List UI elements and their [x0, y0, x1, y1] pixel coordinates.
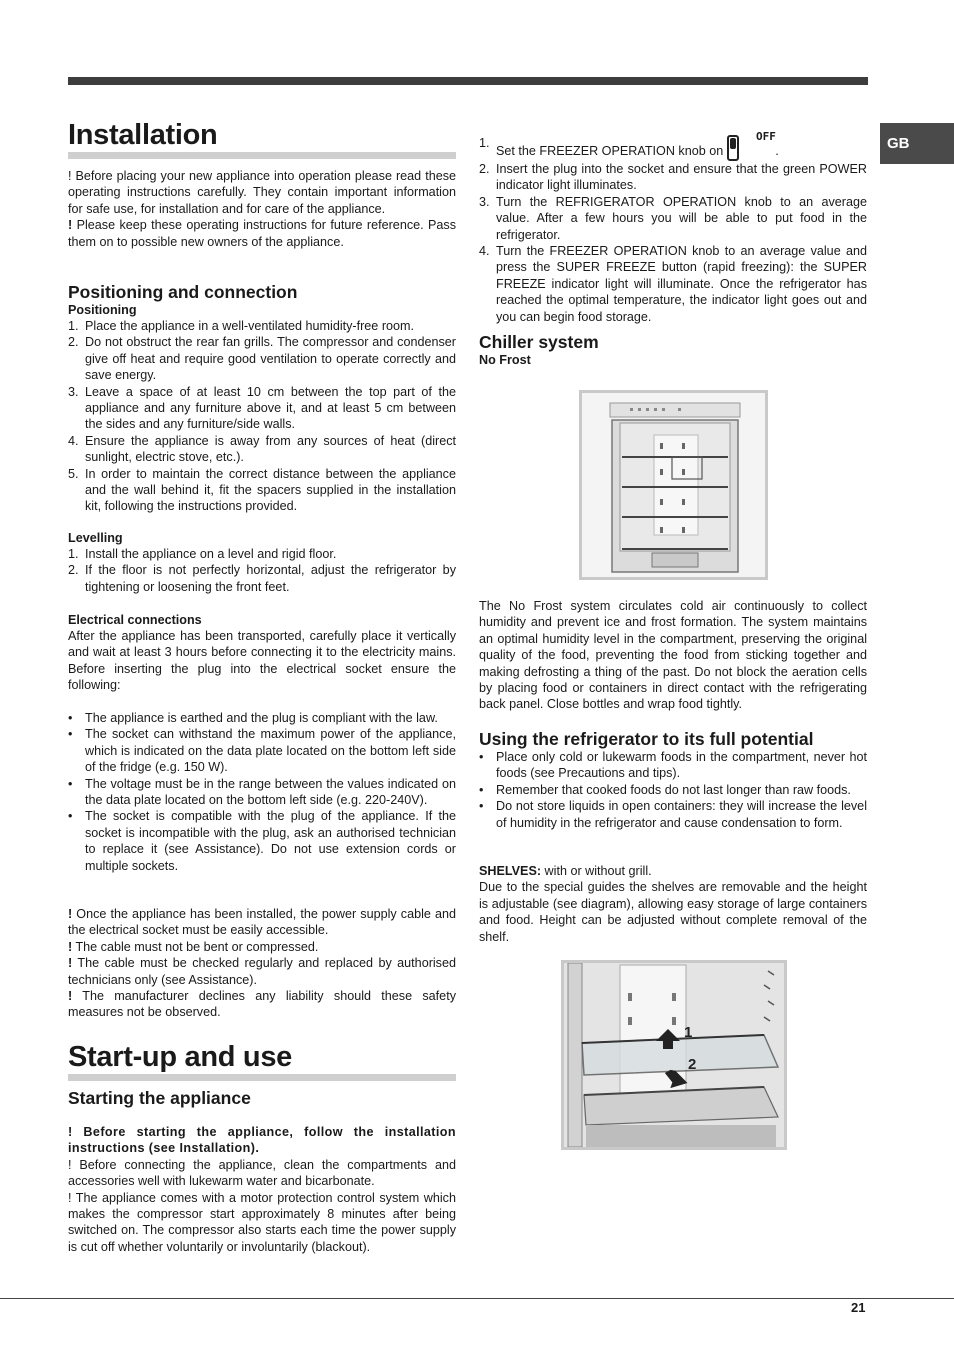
list-item: 1. Set the FREEZER OPERATION knob on .	[479, 135, 867, 161]
bold-note: ! Before starting the appliance, follow the installation instructions (see Installation).	[68, 1125, 456, 1156]
list-item: 1. Install the appliance on a level and rigid floor.	[68, 547, 337, 561]
shelf-adjust-illustration	[564, 963, 784, 1147]
note-paragraph: ! Before connecting the appliance, clean the compartments and accessories well with lukewarm water and bicarbonate.	[68, 1157, 456, 1189]
levelling-list	[68, 546, 456, 595]
levelling-section	[68, 530, 456, 595]
safety-warnings	[68, 906, 456, 1021]
electrical-subheading: Electrical connections	[68, 613, 202, 627]
shelves-section	[479, 863, 867, 945]
warning-mark: !	[68, 218, 73, 233]
list-item: • Place only cold or lukewarm foods in the compartment, never hot foods (see Precautions and tips).	[479, 750, 867, 781]
top-bar	[68, 77, 868, 85]
positioning-subheading: Positioning	[68, 303, 137, 317]
startup-title: Start-up and use	[68, 1042, 456, 1081]
using-list	[479, 749, 867, 831]
note-paragraph: ! The appliance comes with a motor protection control system which makes the compressor start approximately 8 minutes after being switched on. The compressor also starts each time the power supply is cut off whether voluntarily or involuntarily (blackout).	[68, 1190, 456, 1254]
list-item: • The socket is compatible with the plug of the appliance. If the socket is incompatible with the plug, ask an authorised technician to replace it (see Assistance). Do not use extension cords or multiple sockets.	[68, 809, 456, 873]
warning-paragraph: ! The cable must be checked regularly and replaced by authorised technicians only (see Assistance).	[68, 956, 456, 987]
starting-section	[68, 1088, 456, 1108]
startup-steps	[479, 130, 867, 325]
list-item: 4. Ensure the appliance is away from any sources of heat (direct sunlight, electric stove, etc.).	[68, 433, 456, 465]
shelves-paragraph: Due to the special guides the shelves are removable and the height is adjustable (see diagram), allowing easy storage of large containers and food. Height can be adjusted without complete removal of the shelf.	[479, 880, 867, 944]
list-item: • Do not store liquids in open containers: they will increase the level of humidity in the refrigerator and cause condensation to form.	[479, 799, 867, 830]
levelling-subheading: Levelling	[68, 531, 123, 545]
list-item: 2. If the floor is not perfectly horizontal, adjust the refrigerator by tightening or loosening the front feet.	[68, 563, 456, 594]
list-item: 2. Do not obstruct the rear fan grills. The compressor and condenser give off heat and require good ventilation to operate correctly and save energy.	[68, 335, 456, 383]
intro-paragraph: ! Before placing your new appliance into operation please read these operating instructions carefully. They contain important information for safe use, for installation and for care of the appliance.	[68, 169, 456, 216]
startup-steps-list	[479, 135, 867, 325]
list-item: • Remember that cooked foods do not last longer than raw foods.	[479, 782, 851, 797]
shelves-line: SHELVES: with or without grill.	[479, 864, 652, 878]
startup-section	[68, 1042, 456, 1081]
starting-notes	[68, 1124, 456, 1255]
fridge-interior-figure	[579, 390, 768, 580]
warning-paragraph: ! Once the appliance has been installed, the power supply cable and the electrical socket must be easily accessible.	[68, 907, 456, 938]
warning-paragraph: ! The manufacturer declines any liability should these safety measures not be observed.	[68, 989, 456, 1020]
chiller-subheading: No Frost	[479, 353, 531, 367]
language-tab: GB	[880, 123, 954, 164]
fridge-interior-illustration	[582, 393, 765, 577]
intro-paragraph-2	[68, 217, 456, 250]
list-item: 4. Turn the FREEZER OPERATION knob to an average value and press the SUPER FREEZE button (rapid freezing): the SUPER FREEZE indicator light will illuminate. Once the refrigerator has reached the optimal temperature, the indicator light goes out and you can begin food storage.	[479, 244, 867, 324]
electrical-section	[68, 612, 456, 694]
chiller-paragraph: The No Frost system circulates cold air continuously to collect humidity and prevent ice and frost formation. The system maintains an optimal humidity level in the compartment, preserving the original quality of the food, preventing the food from sticking together and making defrosting a thing of the past. Do not block the aeration cells by placing food or containers in direct contact with the refrigerating back panel. Close bottles and wrap food tightly.	[479, 599, 867, 712]
installation-section	[68, 120, 456, 159]
bottom-rule	[0, 1298, 954, 1299]
using-heading: Using the refrigerator to its full potential	[479, 729, 814, 749]
figure-label-1: 1	[684, 1024, 693, 1041]
chiller-heading: Chiller system	[479, 332, 599, 352]
list-item: • The appliance is earthed and the plug is compliant with the law.	[68, 711, 438, 725]
knob-icon	[727, 135, 739, 161]
warning-paragraph: ! The cable must not be bent or compressed.	[68, 939, 319, 954]
knob-off-label: OFF	[756, 130, 776, 143]
chiller-section	[479, 332, 867, 368]
list-item: 3. Turn the REFRIGERATOR OPERATION knob to an average value. After a few hours you will be able to put food in the refrigerator.	[479, 194, 867, 242]
shelves-label: SHELVES:	[479, 864, 542, 878]
shelf-adjust-figure	[561, 960, 787, 1150]
positioning-section	[68, 282, 456, 515]
positioning-list	[68, 318, 456, 515]
electrical-list	[68, 710, 456, 874]
starting-heading: Starting the appliance	[68, 1088, 251, 1108]
list-item: • The socket can withstand the maximum power of the appliance, which is indicated on the data plate located on the bottom left side of the fridge (e.g. 150 W).	[68, 727, 456, 775]
using-section	[479, 729, 867, 831]
electrical-checklist	[68, 710, 456, 874]
positioning-heading: Positioning and connection	[68, 282, 298, 302]
installation-title: Installation	[68, 120, 456, 159]
intro-text-2: Please keep these operating instructions for future reference. Pass them on to possible new owners of the appliance.	[68, 218, 456, 249]
page-number: 21	[851, 1300, 866, 1315]
list-item: • The voltage must be in the range between the values indicated on the data plate located on the bottom left side (e.g. 220-240V).	[68, 776, 456, 808]
installation-intro	[68, 168, 456, 250]
figure-label-2: 2	[688, 1056, 697, 1073]
chiller-text	[479, 598, 867, 713]
list-item: 3. Leave a space of at least 10 cm between the top part of the appliance and any furniture above it, and at least 5 cm between the sides and any furniture/side walls.	[68, 384, 456, 432]
electrical-intro: After the appliance has been transported, carefully place it vertically and wait at least 3 hours before connecting it to the electricity mains. Before inserting the plug into the electrical socket ensure the following:	[68, 629, 456, 693]
list-item: 5. In order to maintain the correct distance between the appliance and the wall behind it, fit the spacers supplied in the installation kit, following the instructions provided.	[68, 466, 456, 514]
list-item: 2. Insert the plug into the socket and ensure that the green POWER indicator light illuminates.	[479, 162, 867, 193]
list-item: 1. Place the appliance in a well-ventilated humidity-free room.	[68, 319, 415, 333]
